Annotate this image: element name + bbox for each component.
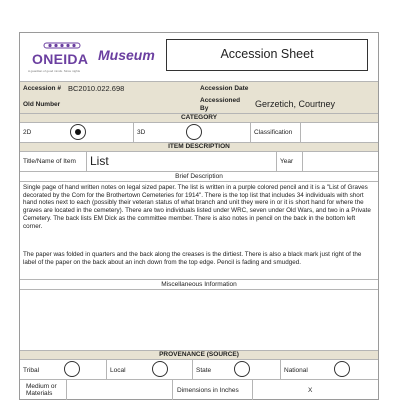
category-3d-radio[interactable] (186, 124, 202, 140)
classification-label: Classification (254, 129, 293, 136)
brief-description-paragraph-1[interactable]: Single page of hand written notes on legal sized paper. The list is written in a purple colored pencil and it is a "List of Graves decorated by the Com for the Brothertown Cemeteries for 1914". There is the top list that includes 34 individuals with short hand notes next to each (possibly their veteran status of what branch and unit they were in or it is short hand for where the graves are located in the cemetery). There are two individuals listed under WRC, seven under Old Wars, and two in a Private Cemetery. The back lists EM Dick as the committee member. There is also notes in pencil on the back in the bottom left corner. (23, 184, 371, 230)
accession-sheet (19, 32, 379, 400)
medium-label-line1: Medium or (26, 383, 57, 390)
brief-description-label: Brief Description (175, 173, 223, 180)
accessioned-by-value[interactable]: Gerzetich, Courtney (255, 99, 336, 109)
item-name-value[interactable]: List (90, 154, 109, 168)
misc-info-label: Miscellaneous Information (161, 281, 237, 288)
provenance-state-label: State (196, 367, 212, 374)
logo-tagline: A guardian of good minds. Since nights (28, 69, 81, 73)
accession-date-label: Accession Date (200, 85, 249, 92)
museum-label: Museum (98, 47, 155, 63)
dimensions-x: X (308, 387, 313, 394)
dimensions-label: Dimensions in Inches (177, 387, 239, 394)
provenance-tribal-label: Tribal (23, 367, 40, 374)
category-2d-label: 2D (23, 129, 32, 136)
sheet-title: Accession Sheet (220, 47, 314, 61)
accession-number-value[interactable]: BC2010.022.698 (68, 84, 125, 93)
year-label: Year (280, 158, 294, 165)
accessioned-by-label-1: Accessioned (200, 97, 241, 104)
accessioned-by-label-2: By (200, 105, 209, 112)
category-2d-radio[interactable] (70, 124, 86, 140)
category-3d-label: 3D (137, 129, 146, 136)
provenance-state-radio[interactable] (234, 361, 250, 377)
provenance-title: PROVENANCE (SOURCE) (159, 351, 239, 358)
provenance-tribal-radio[interactable] (64, 361, 80, 377)
logo-emblem (42, 39, 82, 51)
logo-text: ONEIDA (32, 51, 89, 67)
provenance-national-radio[interactable] (334, 361, 350, 377)
old-number-label: Old Number (23, 101, 61, 108)
provenance-national-label: National (284, 367, 308, 374)
oneida-logo (28, 39, 94, 81)
item-name-label: Title/Name of Item (23, 158, 76, 165)
medium-label-line2: Materials (26, 390, 53, 397)
item-description-title: ITEM DESCRIPTION (168, 143, 230, 150)
accession-number-label: Accession # (23, 85, 61, 92)
provenance-local-radio[interactable] (152, 361, 168, 377)
category-2d-radio-dot (75, 129, 81, 135)
provenance-local-label: Local (110, 367, 126, 374)
brief-description-paragraph-2[interactable]: The paper was folded in quarters and the back along the creases is the dirtiest. There is also a black mark just right of the label of the paper on the back about an inch down from the top edge. Pencil is fading and smudged. (23, 251, 362, 266)
category-title: CATEGORY (180, 114, 218, 121)
